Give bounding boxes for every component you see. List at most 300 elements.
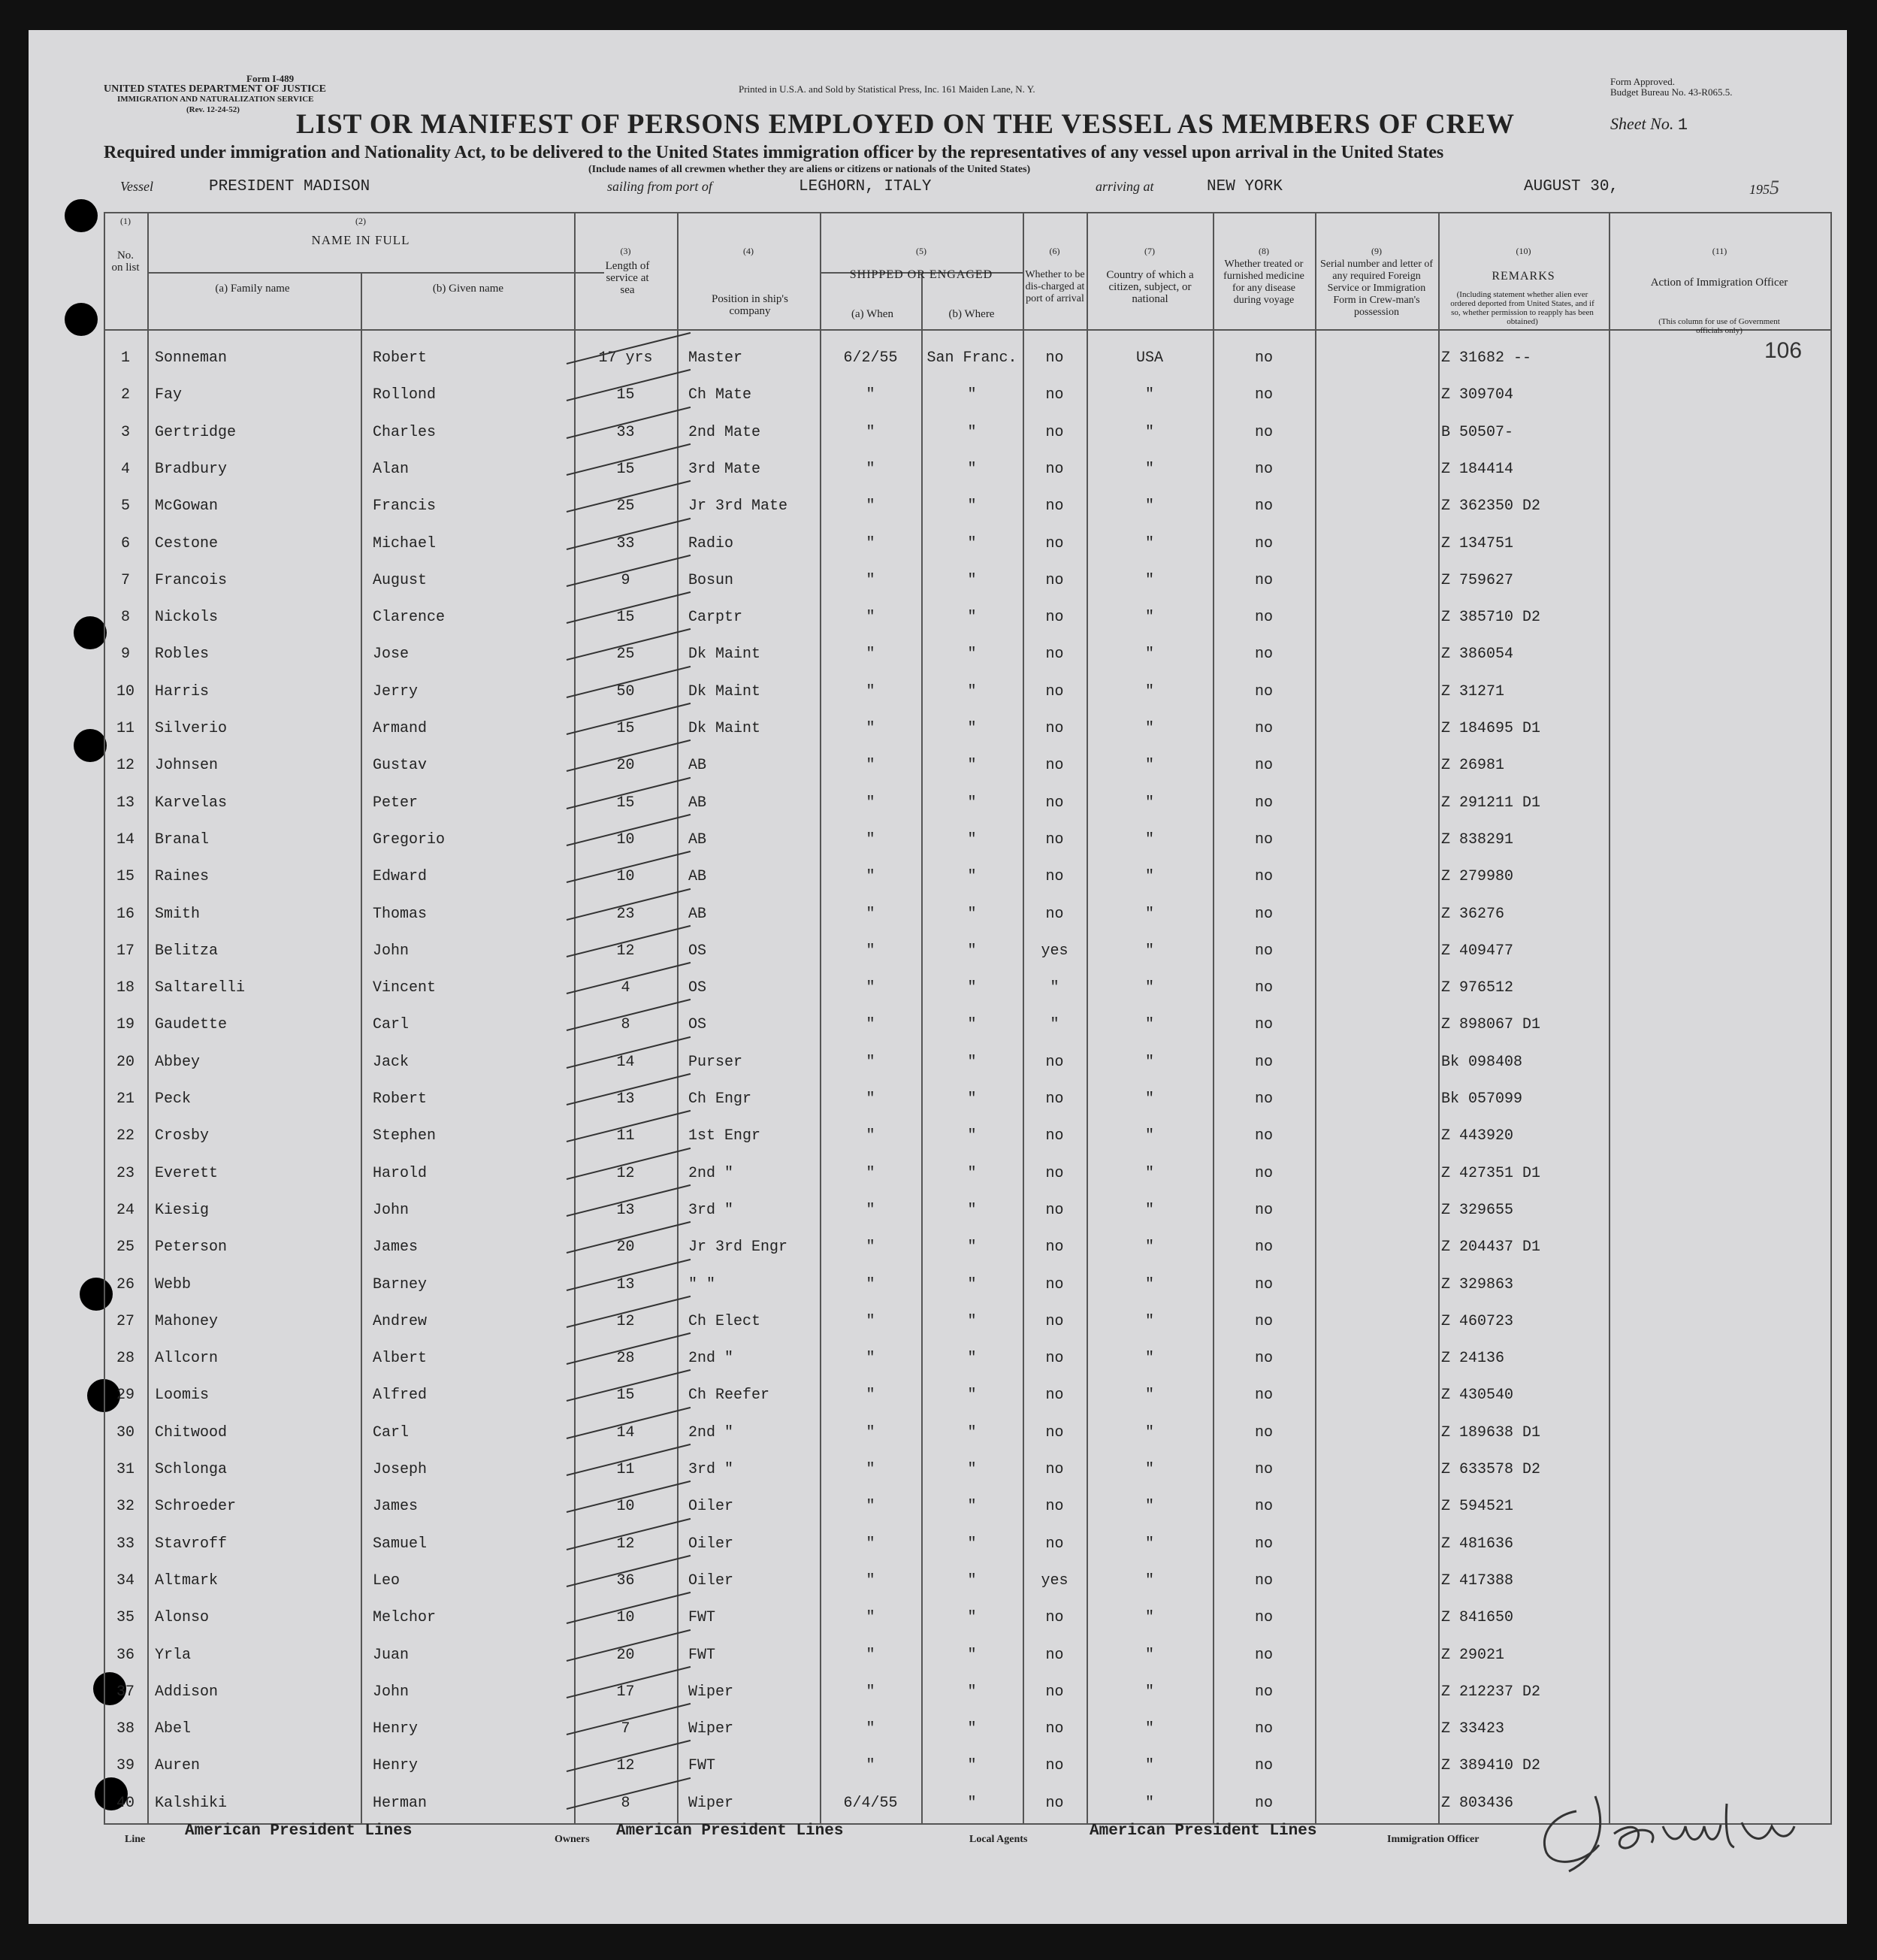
table-row	[29, 461, 1847, 483]
cell-length-service: 15	[616, 609, 635, 626]
cell-list-no: 9	[120, 646, 130, 663]
cell-given-name: Michael	[373, 535, 437, 552]
cell-list-no: 39	[116, 1757, 135, 1774]
cell-list-no: 16	[116, 906, 135, 923]
cell-remarks: Z 189638 D1	[1441, 1424, 1541, 1441]
cell-position: Oiler	[688, 1535, 734, 1553]
cell-treated: no	[1254, 1461, 1273, 1478]
cell-shipped-when: "	[866, 646, 875, 663]
cell-list-no: 7	[120, 572, 130, 589]
table-row	[29, 609, 1847, 631]
cell-given-name: Henry	[373, 1757, 419, 1774]
cell-discharged: no	[1045, 1165, 1064, 1182]
cell-shipped-when: "	[866, 794, 875, 812]
cell-given-name: Juan	[373, 1647, 410, 1664]
table-row	[29, 498, 1847, 520]
cell-discharged: no	[1045, 572, 1064, 589]
cell-shipped-when: "	[866, 1647, 875, 1664]
owners-value: American President Lines	[616, 1822, 844, 1840]
year-suffix: 5	[1770, 177, 1779, 198]
cell-country: "	[1144, 1016, 1154, 1033]
cell-position: Dk Maint	[688, 683, 761, 700]
cell-discharged: "	[1050, 979, 1059, 997]
table-row	[29, 1165, 1847, 1187]
cell-position: Jr 3rd Mate	[688, 498, 788, 515]
cell-position: Ch Elect	[688, 1313, 761, 1330]
cell-position: Dk Maint	[688, 720, 761, 737]
cell-length-service: 10	[616, 868, 635, 885]
cell-country: "	[1144, 942, 1154, 960]
cell-remarks: Z 36276	[1441, 906, 1505, 923]
cell-list-no: 22	[116, 1127, 135, 1145]
cell-country: "	[1144, 609, 1154, 626]
cell-list-no: 15	[116, 868, 135, 885]
cell-shipped-when: "	[866, 1572, 875, 1589]
col5-number: (5)	[916, 246, 926, 256]
cell-list-no: 19	[116, 1016, 135, 1033]
cell-shipped-where: "	[967, 1090, 977, 1108]
cell-remarks: Z 430540	[1441, 1387, 1514, 1404]
cell-shipped-when: "	[866, 1350, 875, 1367]
cell-length-service: 11	[616, 1127, 635, 1145]
cell-remarks: Z 184414	[1441, 461, 1514, 478]
cell-remarks: Z 329655	[1441, 1202, 1514, 1219]
cell-treated: no	[1254, 831, 1273, 848]
cell-list-no: 31	[116, 1461, 135, 1478]
cell-family-name: Altmark	[155, 1572, 219, 1589]
table-row	[29, 794, 1847, 817]
cell-family-name: Francois	[155, 572, 228, 589]
cell-position: Wiper	[688, 1683, 734, 1701]
cell-country: "	[1144, 1276, 1154, 1293]
cell-treated: no	[1254, 1647, 1273, 1664]
cell-list-no: 10	[116, 683, 135, 700]
cell-country: "	[1144, 535, 1154, 552]
cell-remarks: Bk 057099	[1441, 1090, 1523, 1108]
cell-country: "	[1144, 646, 1154, 663]
cell-shipped-where: "	[967, 979, 977, 997]
cell-remarks: Z 417388	[1441, 1572, 1514, 1589]
cell-family-name: Karvelas	[155, 794, 228, 812]
cell-given-name: Jose	[373, 646, 410, 663]
cell-remarks: Z 460723	[1441, 1313, 1514, 1330]
cell-treated: no	[1254, 1572, 1273, 1589]
cell-shipped-where: "	[967, 609, 977, 626]
col5a-header: (a) When	[851, 308, 893, 320]
cell-discharged: no	[1045, 1795, 1064, 1812]
local-agents-value: American President Lines	[1090, 1822, 1317, 1840]
cell-discharged: no	[1045, 1535, 1064, 1553]
col3-number: (3)	[620, 246, 631, 256]
table-row	[29, 1202, 1847, 1224]
printer-note: Printed in U.S.A. and Sold by Statistical Press, Inc. 161 Maiden Lane, N. Y.	[739, 83, 1035, 95]
cell-treated: no	[1254, 498, 1273, 515]
cell-length-service: 17 yrs	[598, 349, 653, 367]
cell-length-service: 4	[621, 979, 630, 997]
cell-family-name: Peck	[155, 1090, 192, 1108]
cell-shipped-when: "	[866, 386, 875, 404]
table-row	[29, 1276, 1847, 1299]
cell-given-name: Carl	[373, 1016, 410, 1033]
cell-remarks: Z 26981	[1441, 757, 1505, 774]
cell-given-name: Thomas	[373, 906, 428, 923]
cell-given-name: Harold	[373, 1165, 428, 1182]
cell-country: "	[1144, 1127, 1154, 1145]
cell-shipped-when: "	[866, 683, 875, 700]
cell-list-no: 38	[116, 1720, 135, 1738]
cell-remarks: Z 389410 D2	[1441, 1757, 1541, 1774]
cell-length-service: 9	[621, 572, 630, 589]
cell-country: "	[1144, 1239, 1154, 1256]
cell-shipped-where: "	[967, 498, 977, 515]
cell-length-service: 25	[616, 646, 635, 663]
cell-position: Wiper	[688, 1720, 734, 1738]
cell-remarks: Z 24136	[1441, 1350, 1505, 1367]
cell-shipped-when: "	[866, 535, 875, 552]
cell-family-name: Raines	[155, 868, 210, 885]
cell-discharged: no	[1045, 1387, 1064, 1404]
form-revision: (Rev. 12-24-52)	[186, 105, 240, 114]
cell-length-service: 10	[616, 1498, 635, 1515]
cell-family-name: Stavroff	[155, 1535, 228, 1553]
cell-remarks: Z 29021	[1441, 1647, 1505, 1664]
cell-position: OS	[688, 979, 707, 997]
cell-discharged: no	[1045, 868, 1064, 885]
col3-header: Length of service at sea	[605, 260, 650, 296]
cell-treated: no	[1254, 720, 1273, 737]
cell-remarks: Z 633578 D2	[1441, 1461, 1541, 1478]
table-row	[29, 683, 1847, 706]
cell-shipped-where: "	[967, 461, 977, 478]
table-row	[29, 868, 1847, 891]
cell-position: Ch Reefer	[688, 1387, 770, 1404]
cell-shipped-where: "	[967, 757, 977, 774]
cell-length-service: 8	[621, 1795, 630, 1812]
cell-shipped-where: "	[967, 794, 977, 812]
cell-position: Oiler	[688, 1572, 734, 1589]
cell-country: "	[1144, 1054, 1154, 1071]
cell-family-name: Gaudette	[155, 1016, 228, 1033]
cell-treated: no	[1254, 906, 1273, 923]
col2a-header: (a) Family name	[215, 283, 290, 295]
table-row	[29, 572, 1847, 594]
cell-shipped-where: "	[967, 1239, 977, 1256]
cell-position: " "	[688, 1276, 716, 1293]
cell-discharged: no	[1045, 535, 1064, 552]
cell-position: Radio	[688, 535, 734, 552]
punch-hole	[65, 303, 98, 336]
cell-country: "	[1144, 831, 1154, 848]
cell-length-service: 13	[616, 1202, 635, 1219]
cell-remarks: Z 803436	[1441, 1795, 1514, 1812]
col8-number: (8)	[1259, 246, 1269, 256]
cell-country: "	[1144, 1647, 1154, 1664]
cell-country: "	[1144, 1387, 1154, 1404]
cell-discharged: no	[1045, 1054, 1064, 1071]
table-row	[29, 1647, 1847, 1669]
cell-remarks: Z 427351 D1	[1441, 1165, 1541, 1182]
cell-length-service: 7	[621, 1720, 630, 1738]
cell-treated: no	[1254, 683, 1273, 700]
cell-shipped-where: "	[967, 572, 977, 589]
table-row	[29, 906, 1847, 928]
cell-length-service: 15	[616, 720, 635, 737]
cell-family-name: Chitwood	[155, 1424, 228, 1441]
table-row	[29, 757, 1847, 779]
col4-number: (4)	[743, 246, 754, 256]
cell-discharged: no	[1045, 461, 1064, 478]
cell-family-name: Alonso	[155, 1609, 210, 1626]
cell-shipped-when: "	[866, 1165, 875, 1182]
cell-list-no: 6	[120, 535, 130, 552]
cell-length-service: 12	[616, 1535, 635, 1553]
cell-family-name: Harris	[155, 683, 210, 700]
table-row	[29, 1424, 1847, 1447]
table-row	[29, 1239, 1847, 1261]
cell-treated: no	[1254, 1239, 1273, 1256]
cell-position: Carptr	[688, 609, 743, 626]
cell-shipped-where: "	[967, 1313, 977, 1330]
cell-given-name: Herman	[373, 1795, 428, 1812]
cell-family-name: Everett	[155, 1165, 219, 1182]
cell-shipped-where: "	[967, 1572, 977, 1589]
cell-length-service: 20	[616, 1239, 635, 1256]
col5-header: SHIPPED OR ENGAGED	[849, 268, 993, 281]
cell-country: "	[1144, 1202, 1154, 1219]
cell-remarks: Z 841650	[1441, 1609, 1514, 1626]
cell-family-name: Kiesig	[155, 1202, 210, 1219]
cell-list-no: 24	[116, 1202, 135, 1219]
name-subheader-line	[147, 272, 604, 274]
cell-list-no: 12	[116, 757, 135, 774]
cell-given-name: Edward	[373, 868, 428, 885]
table-row	[29, 1054, 1847, 1076]
cell-remarks: Z 385710 D2	[1441, 609, 1541, 626]
cell-position: 2nd Mate	[688, 424, 761, 441]
cell-shipped-where: "	[967, 1461, 977, 1478]
cell-discharged: no	[1045, 1127, 1064, 1145]
table-row	[29, 1350, 1847, 1372]
col10-header: REMARKS	[1492, 270, 1555, 283]
cell-shipped-when: "	[866, 1054, 875, 1071]
cell-shipped-when: "	[866, 1202, 875, 1219]
cell-discharged: yes	[1041, 1572, 1068, 1589]
cell-given-name: John	[373, 942, 410, 960]
owners-label: Owners	[555, 1834, 590, 1845]
col11-number: (11)	[1712, 246, 1727, 256]
cell-family-name: Abel	[155, 1720, 192, 1738]
cell-discharged: no	[1045, 831, 1064, 848]
cell-list-no: 27	[116, 1313, 135, 1330]
cell-shipped-when: "	[866, 1239, 875, 1256]
cell-treated: no	[1254, 1498, 1273, 1515]
table-row	[29, 979, 1847, 1002]
manifest-sheet	[29, 30, 1847, 1924]
col1-header: No. on list	[111, 250, 140, 274]
cell-length-service: 17	[616, 1683, 635, 1701]
table-row	[29, 1757, 1847, 1780]
cell-remarks: Z 594521	[1441, 1498, 1514, 1515]
cell-length-service: 12	[616, 942, 635, 960]
cell-given-name: Albert	[373, 1350, 428, 1367]
table-row	[29, 1090, 1847, 1113]
cell-list-no: 3	[120, 424, 130, 441]
cell-family-name: Schroeder	[155, 1498, 237, 1515]
cell-given-name: Peter	[373, 794, 419, 812]
cell-shipped-when: "	[866, 572, 875, 589]
cell-length-service: 36	[616, 1572, 635, 1589]
cell-shipped-where: "	[967, 1647, 977, 1664]
cell-treated: no	[1254, 794, 1273, 812]
col7-header: Country of which a citizen, subject, or national	[1106, 269, 1194, 305]
cell-list-no: 11	[116, 720, 135, 737]
cell-discharged: no	[1045, 646, 1064, 663]
cell-remarks: Z 184695 D1	[1441, 720, 1541, 737]
cell-family-name: Yrla	[155, 1647, 192, 1664]
cell-position: AB	[688, 906, 707, 923]
cell-family-name: Smith	[155, 906, 201, 923]
cell-country: "	[1144, 868, 1154, 885]
vessel-name: PRESIDENT MADISON	[209, 178, 370, 195]
cell-list-no: 5	[120, 498, 130, 515]
cell-country: "	[1144, 720, 1154, 737]
table-row	[29, 1683, 1847, 1706]
cell-shipped-when: "	[866, 979, 875, 997]
cell-length-service: 12	[616, 1757, 635, 1774]
cell-discharged: no	[1045, 498, 1064, 515]
cell-shipped-when: "	[866, 906, 875, 923]
cell-treated: no	[1254, 1720, 1273, 1738]
cell-treated: no	[1254, 979, 1273, 997]
cell-country: "	[1144, 794, 1154, 812]
sailing-port: LEGHORN, ITALY	[799, 178, 932, 195]
cell-discharged: no	[1045, 1720, 1064, 1738]
cell-given-name: Jerry	[373, 683, 419, 700]
table-row	[29, 424, 1847, 446]
cell-treated: no	[1254, 1757, 1273, 1774]
cell-shipped-when: "	[866, 1720, 875, 1738]
page-subtitle-note: (Include names of all crewmen whether they are aliens or citizens or nationals of the United States)	[588, 164, 1031, 175]
table-row	[29, 386, 1847, 409]
col11-subheader: (This column for use of Government officials only)	[1658, 317, 1780, 335]
cell-treated: no	[1254, 942, 1273, 960]
cell-position: AB	[688, 868, 707, 885]
cell-treated: no	[1254, 349, 1273, 367]
cell-shipped-when: "	[866, 1276, 875, 1293]
cell-discharged: no	[1045, 424, 1064, 441]
cell-list-no: 35	[116, 1609, 135, 1626]
cell-list-no: 4	[120, 461, 130, 478]
cell-given-name: Melchor	[373, 1609, 437, 1626]
cell-length-service: 12	[616, 1313, 635, 1330]
cell-treated: no	[1254, 535, 1273, 552]
cell-family-name: Fay	[155, 386, 183, 404]
cell-length-service: 11	[616, 1461, 635, 1478]
cell-remarks: Z 31682 --	[1441, 349, 1532, 367]
col10-subheader: (Including statement whether alien ever ordered deported from United States, and if so, whether permission to reapply has been obtained)	[1450, 290, 1594, 326]
cell-list-no: 8	[120, 609, 130, 626]
cell-remarks: Z 759627	[1441, 572, 1514, 589]
table-row	[29, 942, 1847, 965]
cell-list-no: 32	[116, 1498, 135, 1515]
cell-shipped-when: 6/4/55	[843, 1795, 898, 1812]
cell-shipped-when: "	[866, 1127, 875, 1145]
cell-list-no: 2	[120, 386, 130, 404]
cell-given-name: John	[373, 1683, 410, 1701]
col2-number: (2)	[355, 216, 366, 226]
cell-given-name: James	[373, 1498, 419, 1515]
cell-shipped-where: "	[967, 1683, 977, 1701]
table-row	[29, 1535, 1847, 1558]
cell-position: Wiper	[688, 1795, 734, 1812]
cell-discharged: no	[1045, 906, 1064, 923]
cell-family-name: Branal	[155, 831, 210, 848]
cell-list-no: 23	[116, 1165, 135, 1182]
cell-treated: no	[1254, 868, 1273, 885]
cell-position: Purser	[688, 1054, 743, 1071]
cell-country: "	[1144, 424, 1154, 441]
line-value: American President Lines	[185, 1822, 413, 1840]
cell-country: "	[1144, 1350, 1154, 1367]
arrival-year	[1749, 177, 1779, 199]
cell-list-no: 14	[116, 831, 135, 848]
cell-length-service: 25	[616, 498, 635, 515]
cell-shipped-where: "	[967, 535, 977, 552]
cell-discharged: no	[1045, 349, 1064, 367]
cell-shipped-when: "	[866, 1535, 875, 1553]
cell-length-service: 15	[616, 461, 635, 478]
cell-shipped-where: "	[967, 1609, 977, 1626]
cell-discharged: no	[1045, 1090, 1064, 1108]
cell-family-name: Abbey	[155, 1054, 201, 1071]
cell-list-no: 26	[116, 1276, 135, 1293]
cell-shipped-when: "	[866, 1609, 875, 1626]
cell-treated: no	[1254, 1202, 1273, 1219]
cell-remarks: Z 362350 D2	[1441, 498, 1541, 515]
cell-shipped-when: "	[866, 424, 875, 441]
cell-given-name: Robert	[373, 349, 428, 367]
cell-shipped-where: "	[967, 1757, 977, 1774]
cell-family-name: Gertridge	[155, 424, 237, 441]
table-row	[29, 720, 1847, 743]
cell-treated: no	[1254, 1683, 1273, 1701]
cell-given-name: Clarence	[373, 609, 446, 626]
cell-discharged: no	[1045, 609, 1064, 626]
cell-length-service: 14	[616, 1054, 635, 1071]
cell-length-service: 10	[616, 1609, 635, 1626]
cell-treated: no	[1254, 1795, 1273, 1812]
cell-remarks: Z 409477	[1441, 942, 1514, 960]
cell-remarks: Z 838291	[1441, 831, 1514, 848]
cell-treated: no	[1254, 609, 1273, 626]
immigration-officer-label: Immigration Officer	[1387, 1834, 1480, 1845]
cell-shipped-when: "	[866, 1461, 875, 1478]
cell-discharged: no	[1045, 794, 1064, 812]
cell-remarks: Z 329863	[1441, 1276, 1514, 1293]
cell-given-name: Alan	[373, 461, 410, 478]
cell-family-name: Crosby	[155, 1127, 210, 1145]
cell-shipped-where: "	[967, 1202, 977, 1219]
cell-position: 1st Engr	[688, 1127, 761, 1145]
cell-list-no: 34	[116, 1572, 135, 1589]
cell-list-no: 20	[116, 1054, 135, 1071]
cell-length-service: 33	[616, 535, 635, 552]
cell-remarks: Z 309704	[1441, 386, 1514, 404]
cell-shipped-where: "	[967, 720, 977, 737]
cell-family-name: Auren	[155, 1757, 201, 1774]
cell-shipped-when: "	[866, 1313, 875, 1330]
cell-treated: no	[1254, 1609, 1273, 1626]
